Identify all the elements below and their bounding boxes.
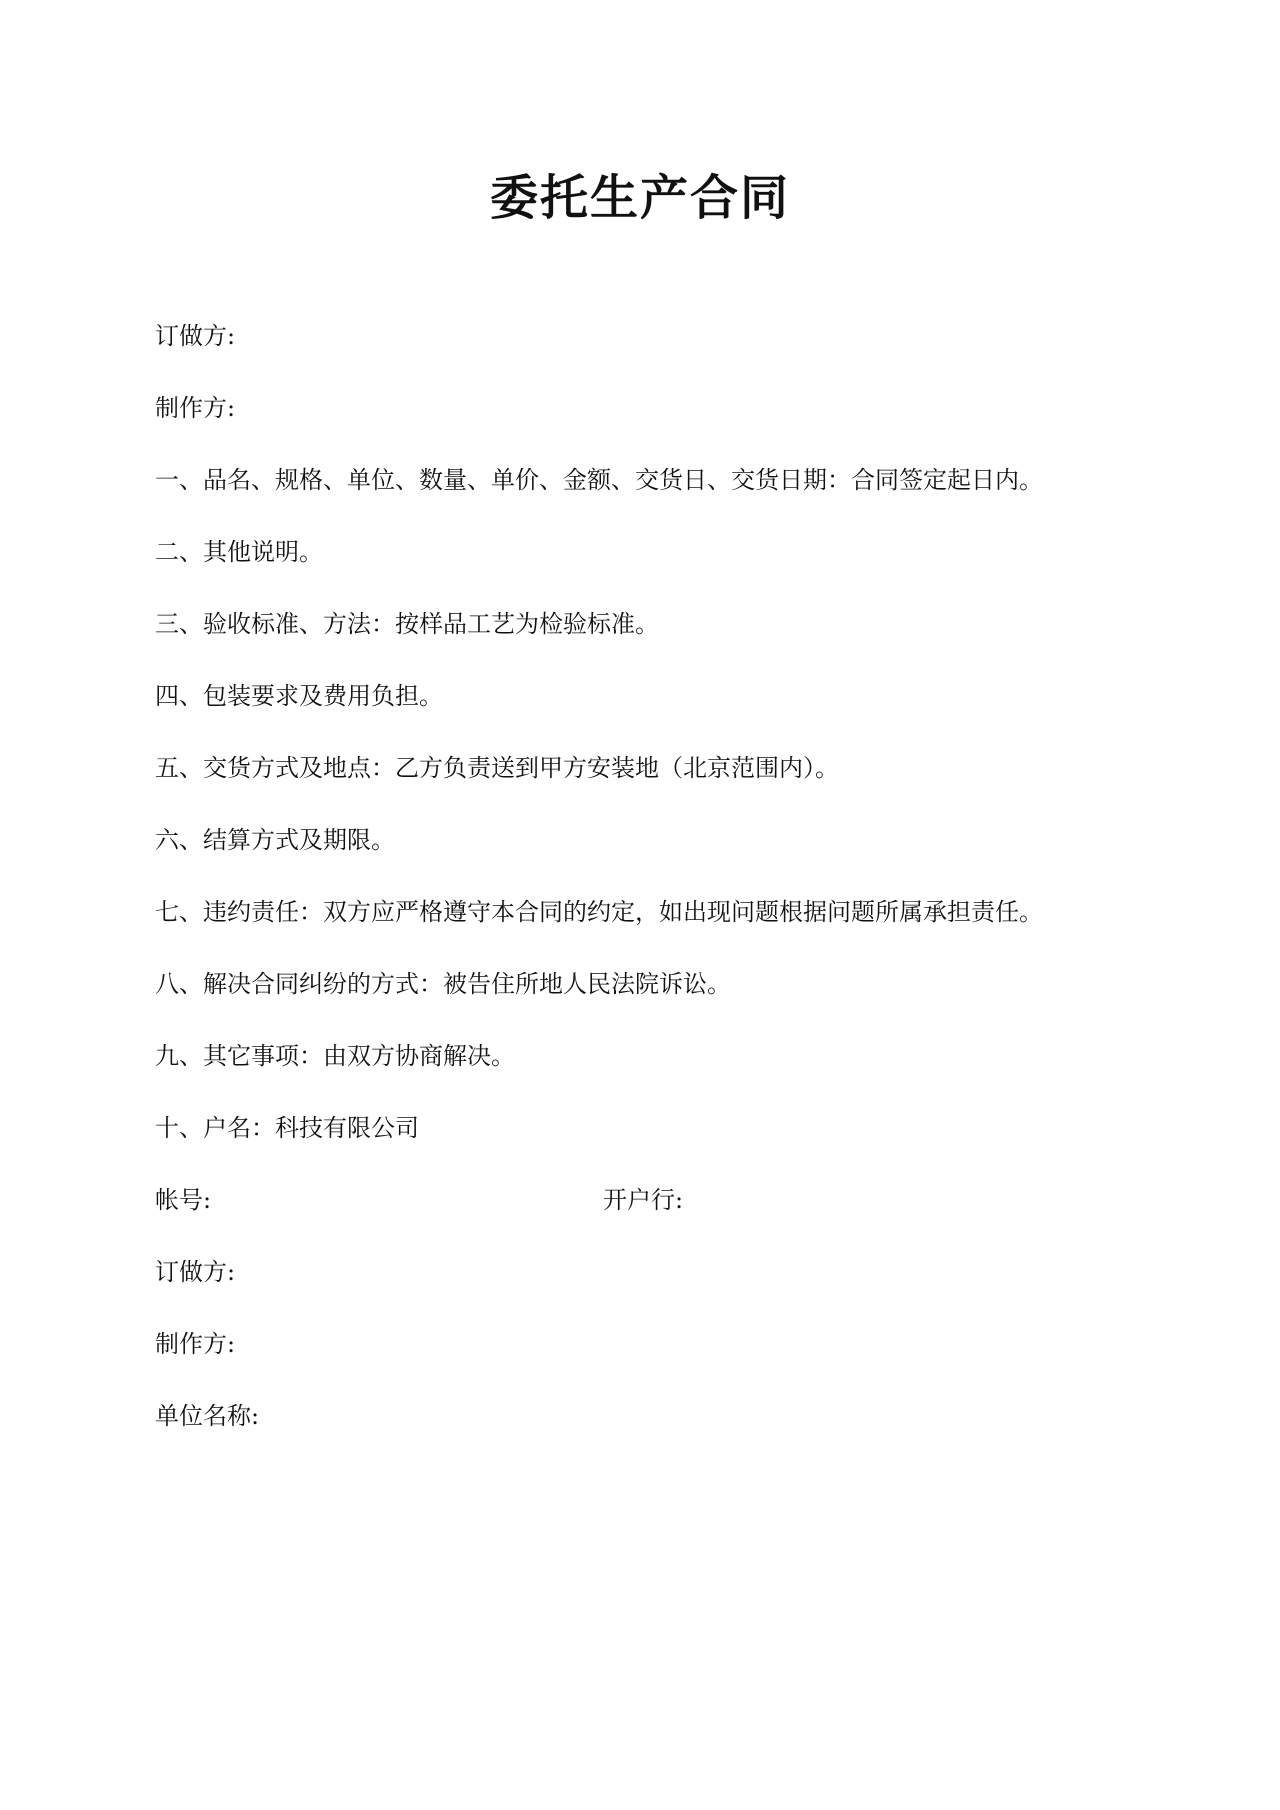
clause-3: 三、验收标准、方法：按样品工艺为检验标准。 (155, 610, 659, 638)
clause-4: 四、包装要求及费用负担。 (155, 682, 443, 710)
contract-body (155, 318, 1155, 1470)
clause-6: 六、结算方式及期限。 (155, 826, 395, 854)
clause-2: 二、其他说明。 (155, 538, 323, 566)
clause-9: 九、其它事项：由双方协商解决。 (155, 1042, 515, 1070)
signature-maker: 制作方: (155, 1330, 236, 1358)
account-row (155, 1182, 1155, 1254)
document-title: 委托生产合同 (489, 170, 790, 226)
bank-label: 开户行: (603, 1186, 684, 1214)
clause-10: 十、户名：科技有限公司 (155, 1114, 419, 1142)
clause-8: 八、解决合同纠纷的方式：被告住所地人民法院诉讼。 (155, 970, 731, 998)
orderer-field: 订做方: (155, 322, 236, 350)
clause-5: 五、交货方式及地点：乙方负责送到甲方安装地（北京范围内）。 (155, 754, 839, 782)
maker-field: 制作方: (155, 394, 236, 422)
clause-1: 一、品名、规格、单位、数量、单价、金额、交货日、交货日期：合同签定起日内。 (155, 466, 1043, 494)
clause-7: 七、违约责任：双方应严格遵守本合同的约定，如出现问题根据问题所属承担责任。 (155, 898, 1043, 926)
signature-unit-name: 单位名称: (155, 1402, 260, 1430)
account-label: 帐号: (155, 1186, 212, 1214)
signature-orderer: 订做方: (155, 1258, 236, 1286)
